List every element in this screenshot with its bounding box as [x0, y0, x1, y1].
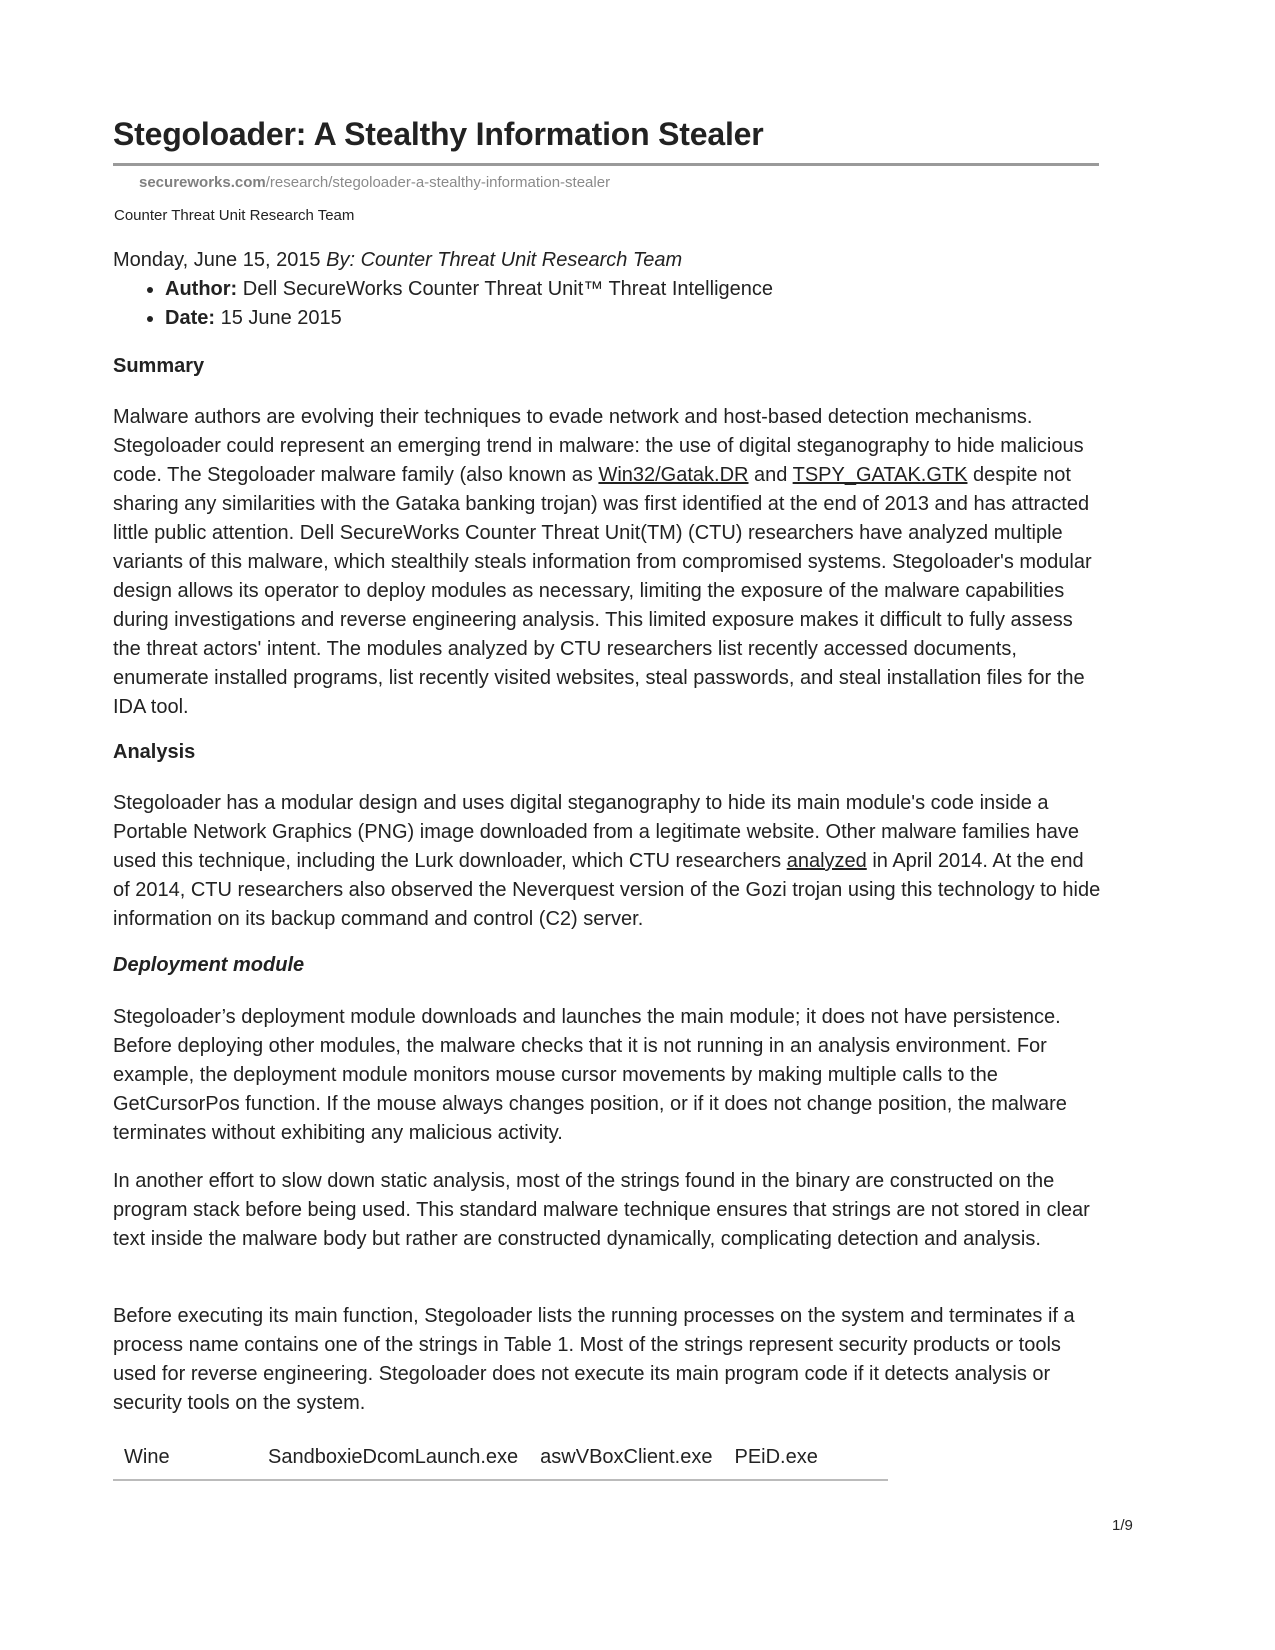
analysis-paragraph	[113, 789, 1105, 934]
team-name: Counter Threat Unit Research Team	[114, 207, 355, 224]
table-row	[113, 1444, 888, 1480]
text: and	[748, 464, 793, 486]
process-table	[113, 1444, 888, 1481]
text: despite not sharing any similarities with the Gataka banking trojan) was first identified at the end of 2013 and has attracted little public attention. Dell SecureWorks Counter Threat Unit(TM) (CTU) researchers have analyzed multiple variants of this malware, which stealthily steals information from compromised systems. Stegoloader's modular design allows its operator to deploy modules as necessary, limiting the exposure of the malware capabilities during investigations and reverse engineering analysis. This limited exposure makes it difficult to fully assess the threat actors' intent. The modules analyzed by CTU researchers list recently accessed documents, enumerate installed programs, list recently visited websites, steal passwords, and steal installation files for the IDA tool.	[113, 464, 1092, 718]
page-title: Stegoloader: A Stealthy Information Stealer	[113, 116, 764, 152]
meta-label: Author:	[165, 278, 238, 300]
analysis-heading: Analysis	[113, 741, 196, 763]
title-divider	[113, 163, 1099, 166]
deployment-paragraph-1: Stegoloader’s deployment module downloads and launches the main module; it does not have persistence. Before deploying other modules, the malware checks that it is not running in an analysis environment. For example, the deployment module monitors mouse cursor movements by making multiple calls to the GetCursorPos function. If the mouse always changes position, or if it does not change position, the malware terminates without exhibiting any malicious activity.	[113, 1006, 1067, 1144]
meta-author	[165, 275, 773, 304]
link-win32-gatak[interactable]: Win32/Gatak.DR	[598, 464, 749, 486]
source-domain: secureworks.com	[139, 174, 266, 191]
text: Stegoloader has a modular design and uses digital steganography to hide its main module's code inside a Portable Network Graphics (PNG) image downloaded from a legitimate website. Other malware families have used this technique, including the Lurk downloader, which CTU researchers	[113, 792, 1079, 872]
page-number: 1/9	[1112, 1517, 1133, 1534]
summary-paragraph	[113, 403, 1105, 722]
deployment-paragraph-3: Before executing its main function, Stegoloader lists the running processes on the system and terminates if a process name contains one of the strings in Table 1. Most of the strings represent security products or tools used for reverse engineering. Stegoloader does not execute its main program code if it detects analysis or security tools on the system.	[113, 1305, 1075, 1414]
link-analyzed[interactable]: analyzed	[786, 850, 867, 872]
table-cell: PEiD.exe	[734, 1446, 818, 1468]
dateline	[113, 246, 682, 275]
meta-value: Dell SecureWorks Counter Threat Unit™ Threat Intelligence	[237, 278, 774, 300]
table-cell: SandboxieDcomLaunch.exe	[268, 1446, 519, 1468]
link-tspy-gatak[interactable]: TSPY_GATAK.GTK	[792, 464, 968, 486]
meta-label: Date:	[165, 307, 216, 329]
meta-list	[113, 275, 773, 333]
table-cell: Wine	[124, 1446, 170, 1468]
source-path: /research/stegoloader-a-stealthy-information-stealer	[265, 174, 611, 191]
text: in April 2014. At the end of 2014, CTU researchers also observed the Neverquest version of the Gozi trojan using this technology to hide information on its backup command and control (C2) server.	[113, 850, 1101, 930]
publish-date: Monday, June 15, 2015	[113, 249, 321, 271]
text: Malware authors are evolving their techniques to evade network and host-based detection mechanisms. Stegoloader could represent an emerging trend in malware: the use of digital steganography to hide malicious code. The Stegoloader malware family (also known as	[113, 406, 1084, 486]
meta-value: 15 June 2015	[215, 307, 342, 329]
source-url[interactable]	[139, 174, 610, 191]
summary-heading: Summary	[113, 355, 205, 377]
deployment-paragraph-2: In another effort to slow down static analysis, most of the strings found in the binary are constructed on the program stack before being used. This standard malware technique ensures that strings are not stored in clear text inside the malware body but rather are constructed dynamically, complicating detection and analysis.	[113, 1170, 1090, 1250]
meta-date	[165, 304, 773, 333]
deployment-heading: Deployment module	[113, 954, 305, 976]
byline: By: Counter Threat Unit Research Team	[326, 249, 683, 271]
table-cell: aswVBoxClient.exe	[540, 1446, 713, 1468]
